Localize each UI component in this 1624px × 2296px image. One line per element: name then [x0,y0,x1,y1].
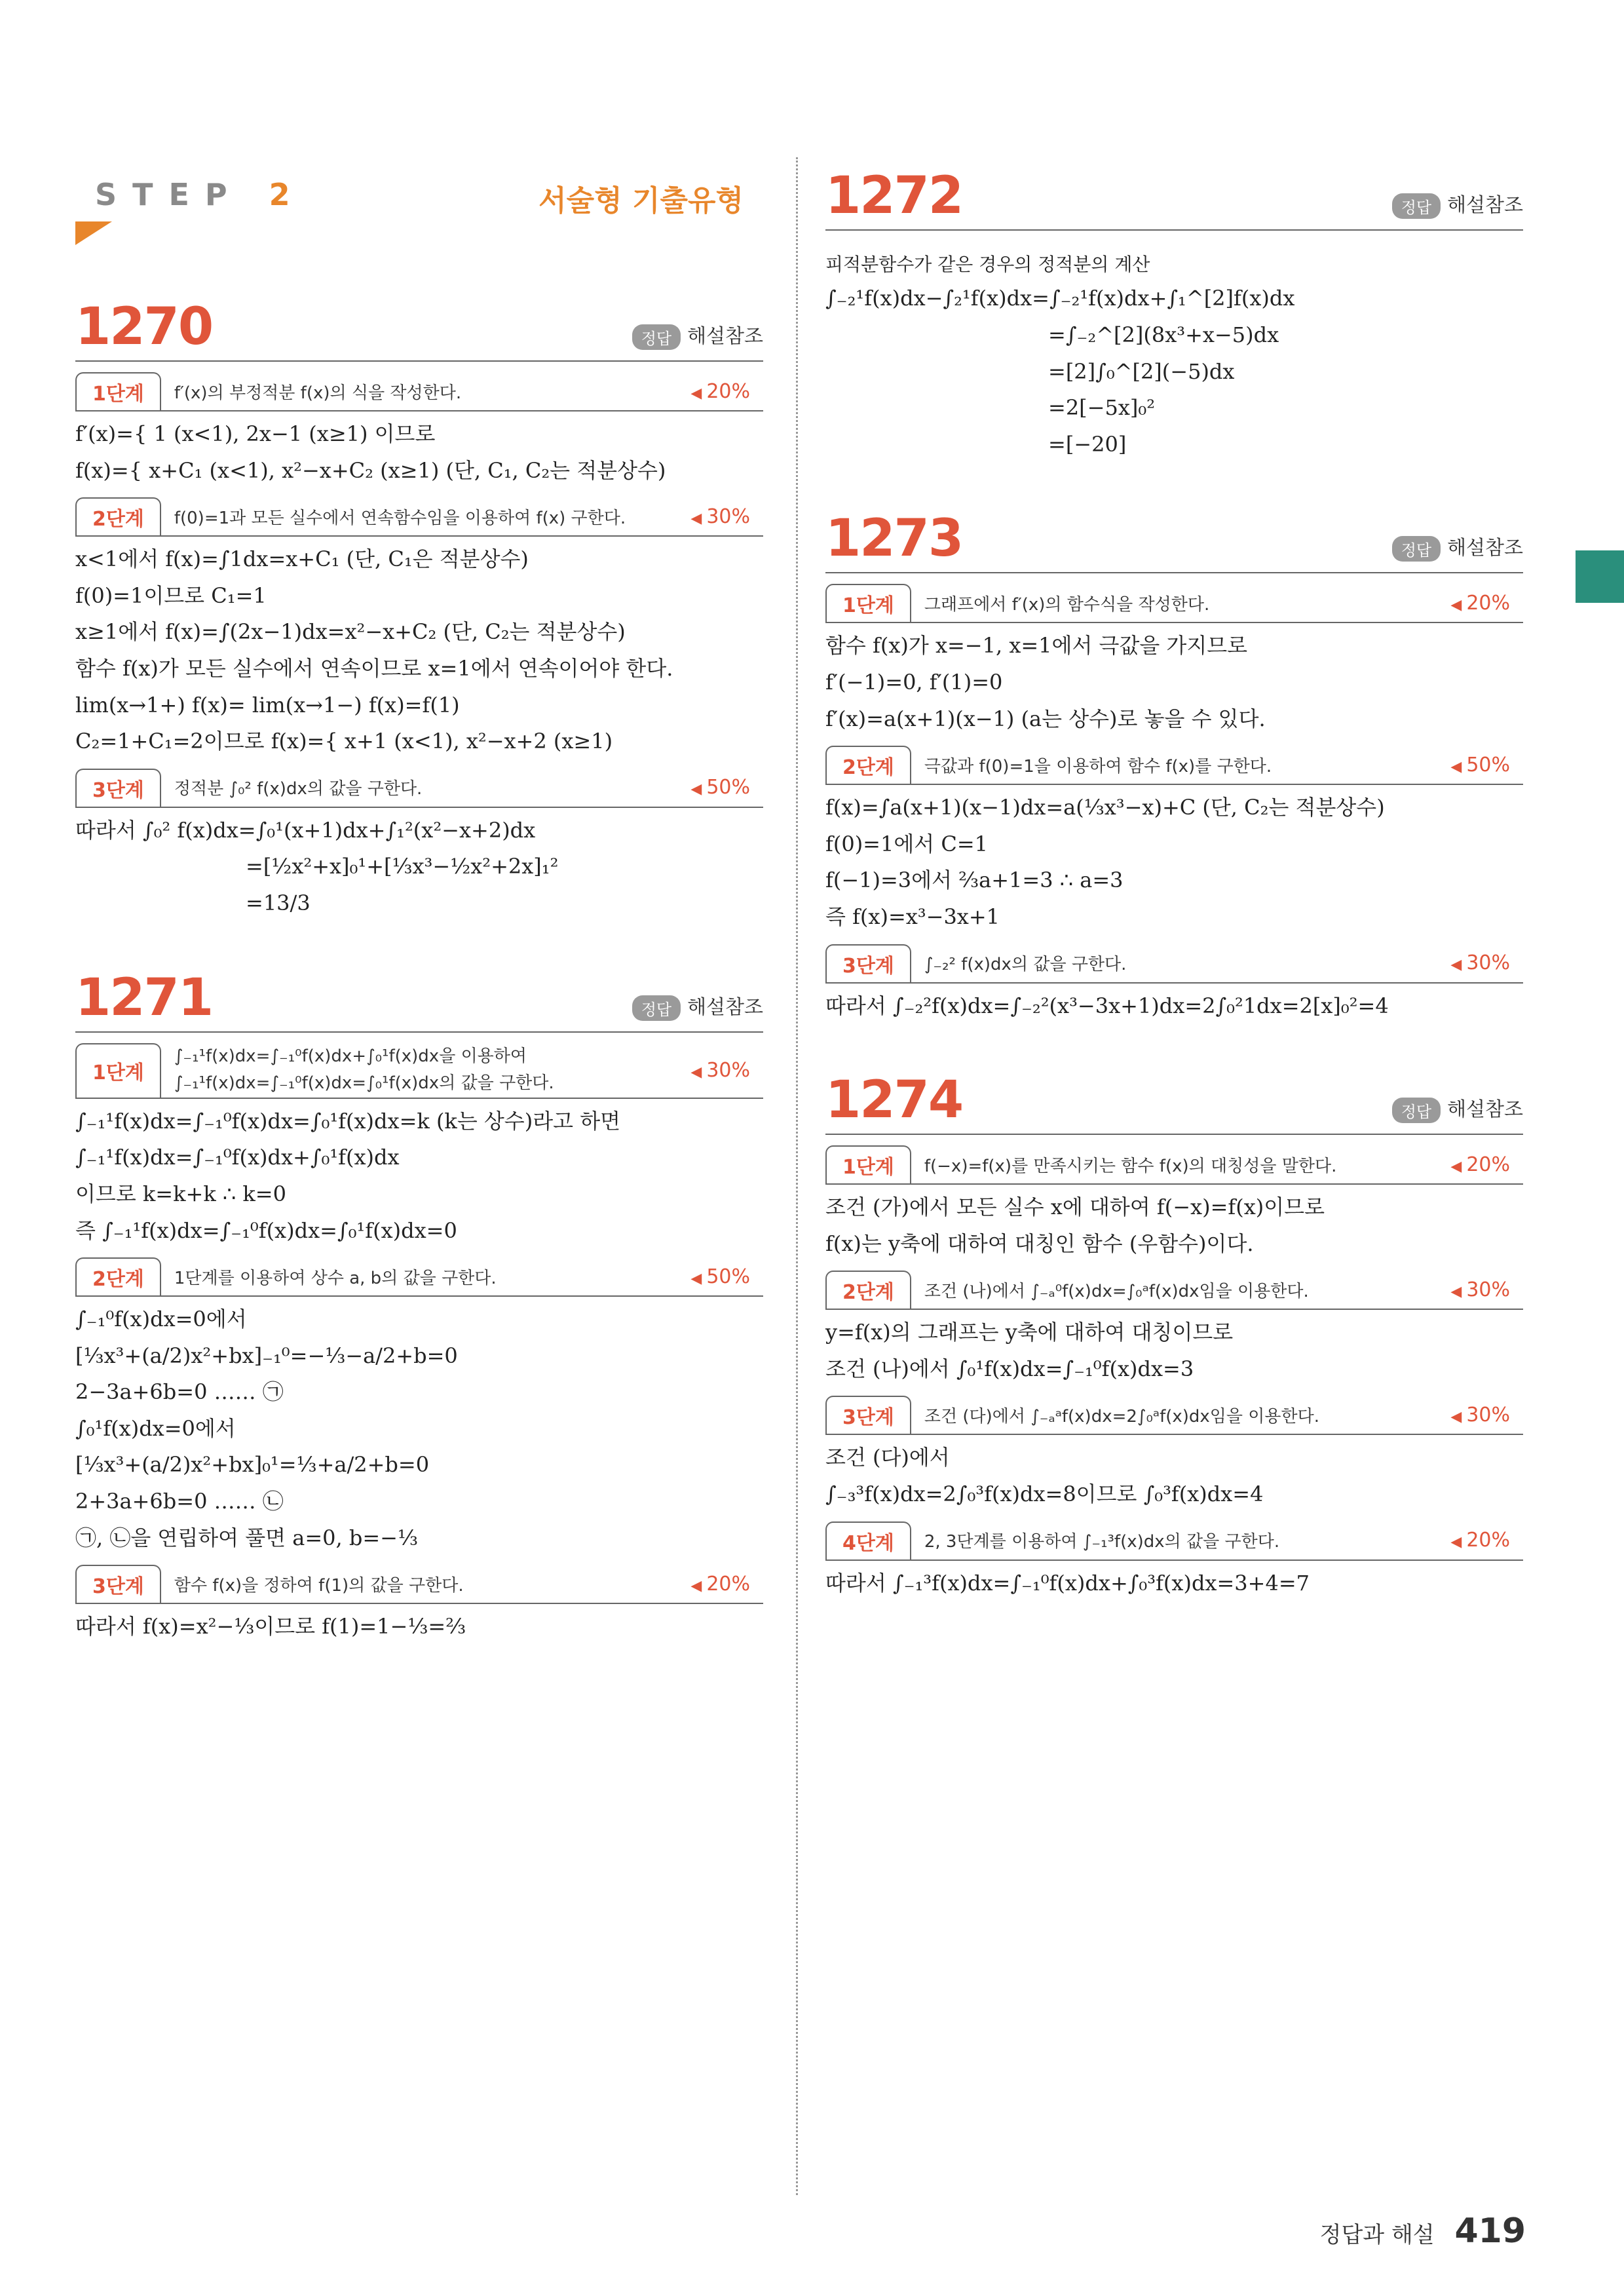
chapter-tab-marker [1576,550,1624,603]
page-footer [1320,2211,1526,2251]
stage-percent: ◀ 30% [690,505,750,528]
stage-text: 조건 (나)에서 ∫₋ₐ⁰f(x)dx=∫₀ᵃf(x)dx임을 이용한다. [924,1281,1309,1301]
stage-label: 3단계 [825,944,911,982]
solution-line: x≥1에서 f(x)=∫(2x−1)dx=x²−x+C₂ (단, C₂는 적분상수) [75,619,626,645]
solution-line: 조건 (가)에서 모든 실수 x에 대하여 f(−x)=f(x)이므로 [825,1195,1325,1220]
stage-label: 3단계 [75,769,161,807]
answer-badge: 정답 [632,995,681,1021]
stage-text: 2, 3단계를 이용하여 ∫₋₁³f(x)dx의 값을 구한다. [924,1532,1280,1552]
solution-line: f(0)=1이므로 C₁=1 [75,583,267,608]
solution-line: 이므로 k=k+k ∴ k=0 [75,1181,286,1206]
stage-text: f′(x)의 부정적분 f(x)의 식을 작성한다. [174,383,462,403]
stage-3 [75,769,763,808]
stage-1 [825,1145,1523,1185]
answer-ref: 정답 해설참조 [632,991,763,1021]
solution-line: ㉠, ㉡을 연립하여 풀면 a=0, b=−⅓ [75,1525,418,1550]
stage-percent: ◀ 20% [690,1573,750,1596]
stage-text: 정적분 ∫₀² f(x)dx의 값을 구한다. [174,779,423,799]
solution-line: 따라서 ∫₋₁³f(x)dx=∫₋₁⁰f(x)dx+∫₀³f(x)dx=3+4=7 [825,1570,1310,1596]
solution-line: 2+3a+6b=0 …… ㉡ [75,1489,284,1514]
solution-line: 즉 f(x)=x³−3x+1 [825,904,1000,929]
solution-line: ∫₋₁¹f(x)dx=∫₋₁⁰f(x)dx=∫₀¹f(x)dx=k (k는 상수)라고 하면 [75,1108,621,1134]
stage-2 [825,1271,1523,1310]
stage-label: 3단계 [75,1565,161,1603]
stage-label: 2단계 [75,1257,161,1295]
solution-line: ∫₋₁⁰f(x)dx=0에서 [75,1307,247,1332]
stage-1 [75,372,763,411]
solution-line: f(−1)=3에서 ⅔a+1=3 ∴ a=3 [825,868,1124,893]
stage-percent: ◀ 50% [690,1265,750,1288]
stage-percent: ◀ 20% [1450,1529,1510,1552]
stage-3 [825,1396,1523,1435]
solution-line: f(x)={ x+C₁ (x<1), x²−x+C₂ (x≥1) (단, C₁, C₂는 적분상수) [75,457,666,483]
triangle-icon [75,221,112,245]
problem-number: 1274 [825,1071,963,1130]
stage-percent: ◀ 30% [1450,1404,1510,1426]
solution-line: =[½x²+x]₀¹+[⅓x³−½x²+2x]₁² [246,854,559,879]
left-column [75,157,763,1647]
stage-text: f(−x)=f(x)를 만족시키는 함수 f(x)의 대칭성을 말한다. [924,1156,1337,1176]
solution-line: C₂=1+C₁=2이므로 f(x)={ x+1 (x<1), x²−x+2 (x≥1) [75,729,613,754]
solution-line: [⅓x³+(a/2)x²+bx]₀¹=⅓+a/2+b=0 [75,1452,430,1478]
solution-line: x<1에서 f(x)=∫1dx=x+C₁ (단, C₁은 적분상수) [75,546,529,572]
stage-text: 1단계를 이용하여 상수 a, b의 값을 구한다. [174,1268,497,1288]
stage-4 [825,1521,1523,1561]
stage-1 [75,1043,763,1099]
solution-line: f′(x)=a(x+1)(x−1) (a는 상수)로 놓을 수 있다. [825,706,1266,731]
problem-number: 1271 [75,968,213,1027]
solution-line: 즉 ∫₋₁¹f(x)dx=∫₋₁⁰f(x)dx=∫₀¹f(x)dx=0 [75,1217,457,1243]
answer-badge: 정답 [1392,193,1441,219]
solution-line: lim(x→1+) f(x)= lim(x→1−) f(x)=f(1) [75,692,460,718]
stage-percent: ◀ 30% [1450,1278,1510,1301]
solution-line: 따라서 f(x)=x²−⅓이므로 f(1)=1−⅓=⅔ [75,1614,466,1639]
page-number: 419 [1454,2211,1526,2251]
stage-percent: ◀ 20% [1450,1153,1510,1176]
step-header [75,157,763,262]
stage-2 [75,1257,763,1297]
stage-label: 3단계 [825,1396,911,1434]
stage-text: f(0)=1과 모든 실수에서 연속함수임을 이용하여 f(x) 구한다. [174,508,626,528]
stage-label: 2단계 [825,746,911,784]
solution-line: f′(x)={ 1 (x<1), 2x−1 (x≥1) 이므로 [75,421,436,446]
answer-ref: 정답 해설참조 [1392,1093,1523,1123]
problem-number: 1270 [75,297,213,356]
solution-line: [⅓x³+(a/2)x²+bx]₋₁⁰=−⅓−a/2+b=0 [75,1343,458,1368]
solution-line: f′(−1)=0, f′(1)=0 [825,669,1003,695]
stage-label: 2단계 [75,497,161,535]
solution-line: =13/3 [246,890,311,915]
solution-line: 함수 f(x)가 모든 실수에서 연속이므로 x=1에서 연속이어야 한다. [75,655,673,681]
answer-badge: 정답 [1392,1098,1441,1123]
stage-label: 1단계 [825,1145,911,1183]
problem-1273 [825,500,1523,1022]
right-column [825,157,1523,1603]
stage-text: 극값과 f(0)=1을 이용하여 함수 f(x)를 구한다. [924,756,1272,776]
solution-line: ∫₋₁¹f(x)dx=∫₋₁⁰f(x)dx+∫₀¹f(x)dx [75,1145,400,1170]
stage-label: 1단계 [75,372,161,410]
stage-percent: ◀ 50% [690,776,750,799]
step-label: STEP 2 [95,177,306,212]
solution-line: =∫₋₂^[2](8x³+x−5)dx [1048,322,1279,347]
stage-3 [75,1565,763,1604]
solution-line: y=f(x)의 그래프는 y축에 대하여 대칭이므로 [825,1320,1234,1345]
section-subtitle: 서술형 기출유형 [538,184,744,218]
solution-line: f(0)=1에서 C=1 [825,831,988,856]
stage-percent: ◀ 30% [1450,951,1510,974]
stage-text: ∫₋₂² f(x)dx의 값을 구한다. [924,955,1127,975]
stage-2 [75,497,763,537]
solution-line: f(x)는 y축에 대하여 대칭인 함수 (우함수)이다. [825,1231,1254,1256]
stage-label: 1단계 [825,584,911,622]
problem-1272 [825,157,1523,461]
solution-line: f(x)=∫a(x+1)(x−1)dx=a(⅓x³−x)+C (단, C₂는 적분상수) [825,795,1385,820]
problem-1271 [75,959,763,1643]
stage-percent: ◀ 50% [1450,754,1510,776]
stage-percent: ◀ 30% [690,1059,750,1082]
solution-line: ∫₋₂¹f(x)dx−∫₂¹f(x)dx=∫₋₂¹f(x)dx+∫₁^[2]f(x)dx [825,286,1295,311]
solution-line: =[−20] [1048,431,1127,457]
footer-label: 정답과 해설 [1319,2222,1435,2248]
column-divider [796,157,798,2195]
answer-badge: 정답 [632,324,681,350]
problem-1270 [75,288,763,920]
solution-line: ∫₋₃³f(x)dx=2∫₀³f(x)dx=8이므로 ∫₀³f(x)dx=4 [825,1482,1264,1507]
problem-number: 1273 [825,509,963,569]
stage-percent: ◀ 20% [1450,592,1510,615]
solution-line: 2−3a+6b=0 …… ㉠ [75,1379,284,1405]
solution-line: 함수 f(x)가 x=−1, x=1에서 극값을 가지므로 [825,633,1248,659]
solution-line: =2[−5x]₀² [1048,395,1156,421]
answer-ref: 정답 해설참조 [1392,189,1523,219]
stage-label: 4단계 [825,1521,911,1559]
stage-text: 조건 (다)에서 ∫₋ₐᵃf(x)dx=2∫₀ᵃf(x)dx임을 이용한다. [924,1406,1320,1426]
stage-percent: ◀ 20% [690,380,750,403]
stage-3 [825,944,1523,984]
solution-line: 따라서 ∫₀² f(x)dx=∫₀¹(x+1)dx+∫₁²(x²−x+2)dx [75,817,536,843]
problem-number: 1272 [825,166,963,225]
stage-text: 그래프에서 f′(x)의 함수식을 작성한다. [924,594,1210,615]
answer-ref: 정답 해설참조 [632,320,763,350]
solution-line: =[2]∫₀^[2](−5)dx [1048,358,1235,384]
stage-text: ∫₋₁¹f(x)dx=∫₋₁⁰f(x)dx+∫₀¹f(x)dx을 이용하여 ∫₋₁¹f(x)dx=∫₋₁⁰f(x)dx=∫₀¹f(x)dx의 값을 구한다. [174,1046,554,1094]
stage-label: 2단계 [825,1271,911,1309]
stage-2 [825,746,1523,785]
answer-ref: 정답 해설참조 [1392,531,1523,562]
problem-1274 [825,1062,1523,1599]
stage-text: 함수 f(x)을 정하여 f(1)의 값을 구한다. [174,1575,464,1596]
solution-line: 조건 (다)에서 [825,1445,950,1470]
stage-1 [825,584,1523,623]
answer-badge: 정답 [1392,536,1441,562]
solution-line: 조건 (나)에서 ∫₀¹f(x)dx=∫₋₁⁰f(x)dx=3 [825,1356,1194,1381]
stage-label: 1단계 [75,1043,161,1098]
solution-line: ∫₀¹f(x)dx=0에서 [75,1415,236,1441]
solution-line: 따라서 ∫₋₂²f(x)dx=∫₋₂²(x³−3x+1)dx=2∫₀²1dx=2[x]₀²=4 [825,993,1389,1018]
solution-line: 피적분함수가 같은 경우의 정적분의 계산 [825,254,1150,275]
